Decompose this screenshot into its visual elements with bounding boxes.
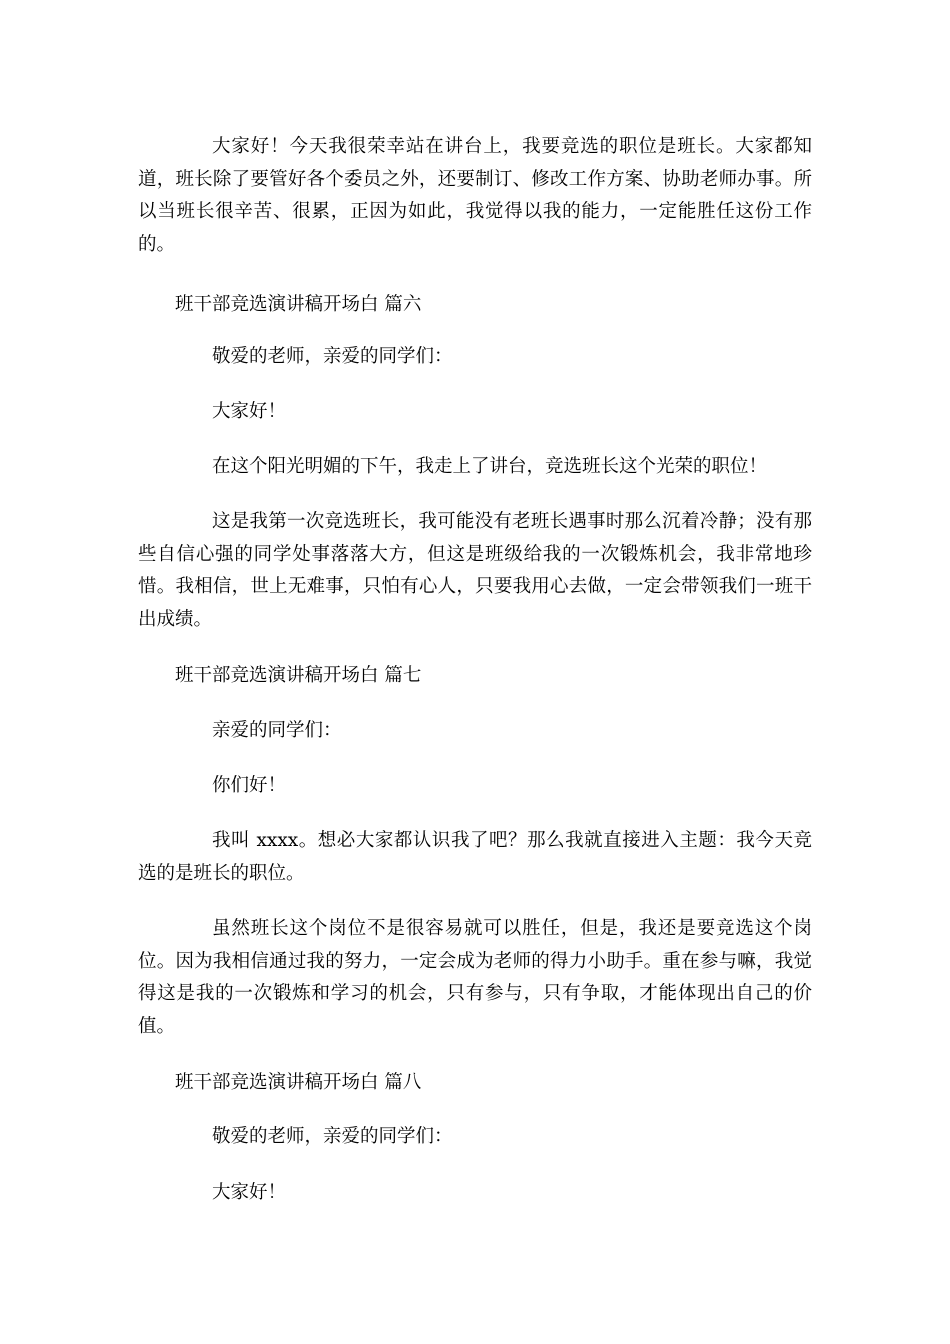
paragraph-sunny-afternoon: 在这个阳光明媚的下午，我走上了讲台，竞选班长这个光荣的职位！ xyxy=(212,456,768,477)
section-heading-7: 班干部竞选演讲稿开场白 篇七 xyxy=(175,665,422,686)
paragraph-my-name: 我叫 xxxx。想必大家都认识我了吧？那么我就直接进入主题：我今天竞选的是班长的职位。 xyxy=(138,830,812,884)
paragraph-greeting-teachers-2: 敬爱的老师，亲爱的同学们： xyxy=(212,1126,453,1147)
paragraph-hello-2: 大家好！ xyxy=(212,1182,287,1203)
paragraph-greeting-teachers: 敬爱的老师，亲爱的同学们： xyxy=(212,346,453,367)
paragraph-participation: 虽然班长这个岗位不是很容易就可以胜任，但是，我还是要竞选这个岗位。因为我相信通过我的努力，一定会成为老师的得力小助手。重在参与嘛，我觉得这是我的一次锻炼和学习的机会，只有参与，只有争取，才能体现出自己的价值。 xyxy=(138,918,812,1037)
section-heading-8: 班干部竞选演讲稿开场白 篇八 xyxy=(175,1072,422,1093)
paragraph-hello: 大家好！ xyxy=(212,401,287,422)
paragraph-intro: 大家好！今天我很荣幸站在讲台上，我要竞选的职位是班长。大家都知道，班长除了要管好各个委员之外，还要制订、修改工作方案、协助老师办事。所以当班长很辛苦、很累，正因为如此，我觉得以我的能力，一定能胜任这份工作的。 xyxy=(138,136,812,255)
paragraph-hello-you: 你们好！ xyxy=(212,775,287,796)
section-heading-6: 班干部竞选演讲稿开场白 篇六 xyxy=(175,294,422,315)
paragraph-first-campaign: 这是我第一次竞选班长，我可能没有老班长遇事时那么沉着冷静；没有那些自信心强的同学处事落落大方，但这是班级给我的一次锻炼机会，我非常地珍惜。我相信，世上无难事，只怕有心人，只要我用心去做，一定会带领我们一班干出成绩。 xyxy=(138,511,812,630)
paragraph-greeting-classmates: 亲爱的同学们： xyxy=(212,720,342,741)
